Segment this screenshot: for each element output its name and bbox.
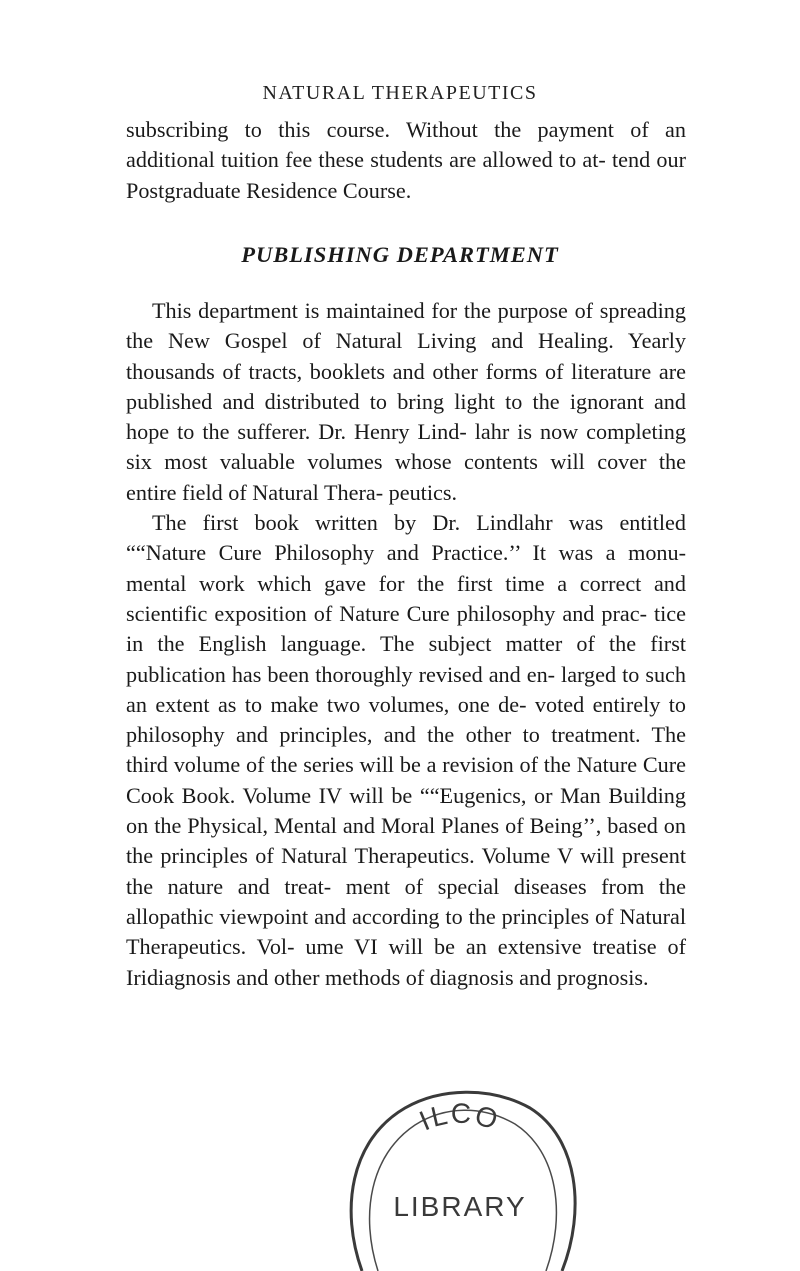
body-paragraph: The first book written by Dr. Lindlahr was entitled ““Nature Cure Philosophy and Practice.’’ It was a monu- mental work which gave for the first time a correct and scientific exposition of Nature Cure philosophy and prac- tice in the English language. The subject matter of the first publication has been thoroughly revised and en- larged to such an extent as to make two volumes, one de- voted entirely to philosophy and principles, and the other to treatment. The third volume of the series will be a revision of the Nature Cure Cook Book. Volume IV will be ““Eugenics, or Man Building on the Physical, Mental and Moral Planes of Being’’, based on the principles of Natural Therapeutics. Volume V will present the nature and treat- ment of special diseases from the allopathic viewpoint and according to the principles of Natural Therapeutics. Vol- ume VI will be an extensive treatise of Iridiagnosis and other methods of diagnosis and prognosis. xyxy=(126,510,686,990)
section-heading: PUBLISHING DEPARTMENT xyxy=(241,242,559,267)
body-paragraph: This department is maintained for the purpose of spreading the New Gospel of Natural Living and Healing. Yearly thousands of tracts, booklets and other forms of literature are published and distributed to bring light to the ignorant and hope to the sufferer. Dr. Henry Lind- lahr is now completing six most valuable volumes whose contents will cover the entire field of Natural Thera- peutics. xyxy=(126,298,686,505)
intro-text-block xyxy=(126,115,686,206)
library-stamp xyxy=(330,1080,590,1271)
intro-paragraph: subscribing to this course. Without the payment of an additional tuition fee these students are allowed to at- tend our Postgraduate Residence Course. xyxy=(126,117,686,203)
stamp-top-text: ILCO xyxy=(414,1097,504,1137)
running-head: NATURAL THERAPEUTICS xyxy=(262,82,538,104)
stamp-label: LIBRARY xyxy=(393,1191,527,1222)
body-text-block xyxy=(126,296,686,993)
